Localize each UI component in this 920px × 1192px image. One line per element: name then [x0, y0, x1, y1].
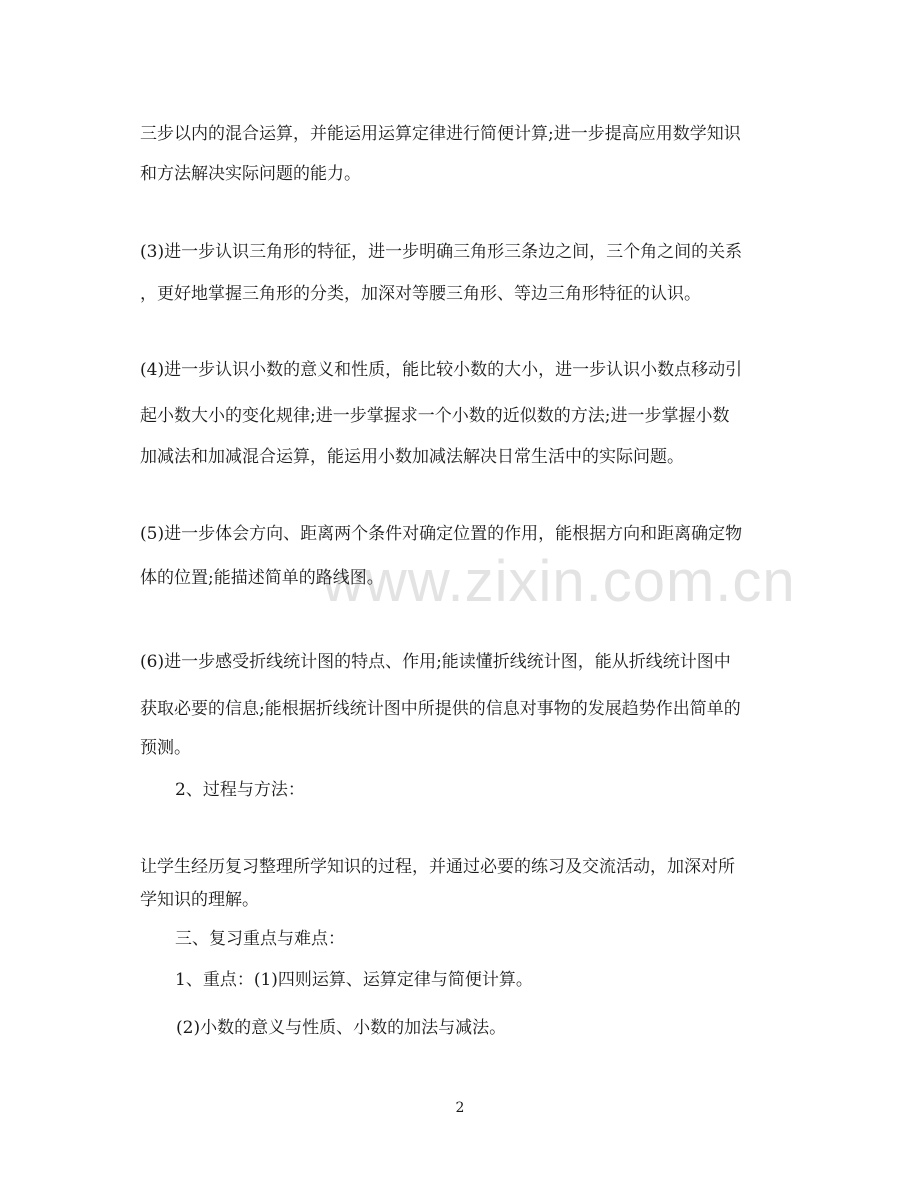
watermark: www.zixin.com.cn [322, 549, 796, 614]
text-line: 体的位置;能描述简单的路线图。 [140, 568, 384, 588]
text-line: 获取必要的信息;能根据折线统计图中所提供的信息对事物的发展趋势作出简单的 [140, 699, 741, 719]
text-line: 起小数大小的变化规律;进一步掌握求一个小数的近似数的方法;进一步掌握小数 [140, 406, 730, 426]
text-line: (4)进一步认识小数的意义和性质，能比较小数的大小，进一步认识小数点移动引 [140, 360, 743, 380]
page-number: 2 [455, 1100, 465, 1116]
section-heading: 三、复习重点与难点： [175, 929, 345, 949]
text-line: 1、重点：(1)四则运算、运算定律与简便计算。 [175, 970, 533, 990]
text-line: 让学生经历复习整理所学知识的过程，并通过必要的练习及交流活动，加深对所 [140, 857, 735, 877]
text-line: (2)小数的意义与性质、小数的加法与减法。 [176, 1018, 507, 1038]
text-line: (3)进一步认识三角形的特征，进一步明确三角形三条边之间，三个角之间的关系 [140, 242, 743, 262]
section-heading: 2、过程与方法： [175, 780, 305, 800]
text-line: 加减法和加减混合运算，能运用小数加减法解决日常生活中的实际问题。 [140, 447, 684, 467]
text-line: ，更好地掌握三角形的分类，加深对等腰三角形、等边三角形特征的认识。 [140, 284, 701, 304]
text-line: 预测。 [140, 738, 191, 758]
text-line: 学知识的理解。 [140, 890, 259, 910]
text-line: 三步以内的混合运算，并能运用运算定律进行简便计算;进一步提高应用数学知识 [140, 124, 741, 144]
text-line: (6)进一步感受折线统计图的特点、作用;能读懂折线统计图，能从折线统计图中 [140, 652, 731, 672]
text-line: 和方法解决实际问题的能力。 [140, 164, 361, 184]
text-line: (5)进一步体会方向、距离两个条件对确定位置的作用，能根据方向和距离确定物 [140, 524, 743, 544]
